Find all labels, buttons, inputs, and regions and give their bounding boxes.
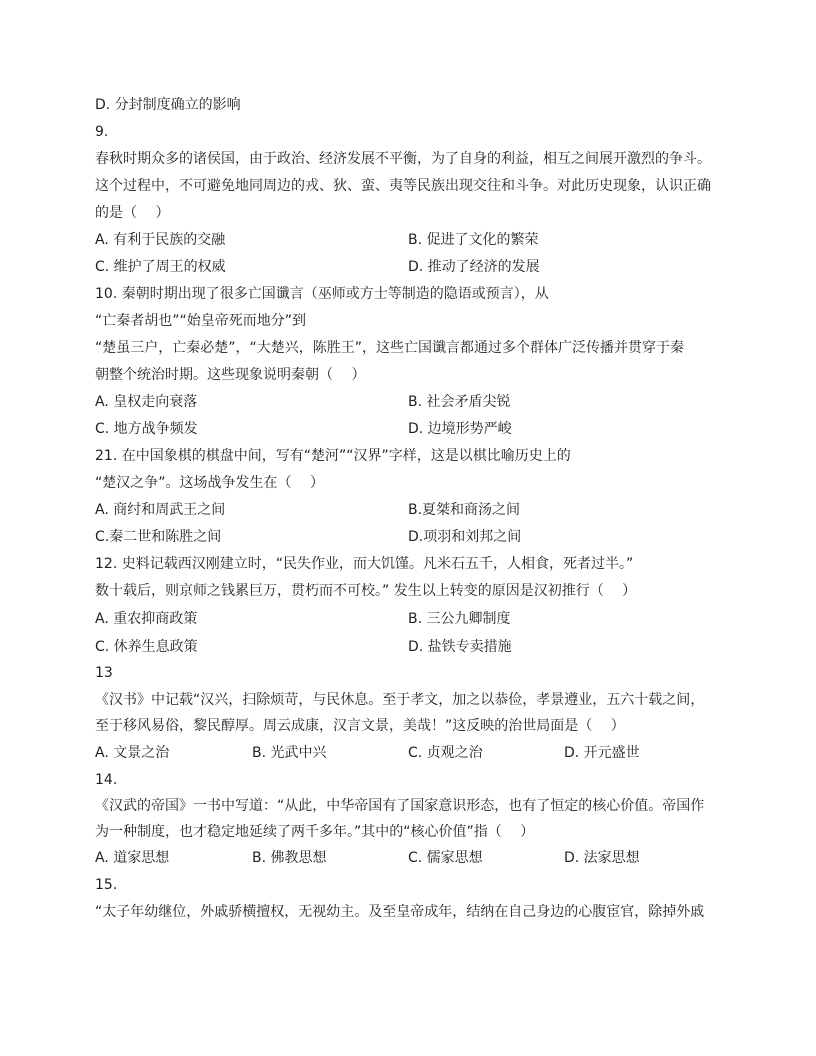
q12-option-b: B. 三公九卿制度 [408,611,511,627]
q9-option-a: A. 有利于民族的交融 [95,232,226,248]
q11-option-a: A. 商纣和周武王之间 [95,502,226,518]
q15-stem-line-1: “太子年幼继位，外戚骄横擅权，无视幼主。及至皇帝成年，结纳在自己身边的心腹宦官，除掉外戚 [95,904,705,920]
q14-option-c: C. 儒家思想 [408,850,483,866]
q13-option-b: B. 光武中兴 [252,745,327,761]
q10-option-b: B. 社会矛盾尖锐 [408,394,511,410]
q9-option-b: B. 促进了文化的繁荣 [408,232,539,248]
q10-stem-line-2: “亡秦者胡也”“始皇帝死而地分”到 [95,313,307,329]
q10-stem-line-4: 朝整个统治时期。这些现象说明秦朝（ ） [95,367,366,383]
q10-option-a: A. 皇权走向衰落 [95,394,198,410]
q13-stem-line-2: 至于移风易俗，黎民醇厚。周云成康，汉言文景，美哉！”这反映的治世局面是（ ） [95,718,625,734]
q9-stem-line-3: 的是（ ） [95,205,170,221]
q14-stem-line-2: 为一种制度，也才稳定地延续了两千多年。”其中的“核心价值”指（ ） [95,824,535,840]
q10-option-d: D. 边境形势严峻 [408,421,512,437]
q9-stem-line-2: 这个过程中，不可避免地同周边的戎、狄、蛮、夷等民族出现交往和斗争。对此历史现象，认识正确 [95,178,711,194]
q14-number: 14. [95,772,118,788]
q9-number: 9. [95,124,109,140]
q14-stem-line-1: 《汉武的帝国》一书中写道：“从此，中华帝国有了国家意识形态，也有了恒定的核心价值。帝国作 [95,798,705,814]
q10-stem-line-3: “楚虽三户，亡秦必楚”，“大楚兴，陈胜王”，这些亡国谶言都通过多个群体广泛传播并贯穿于秦 [95,340,685,356]
q9-stem-line-1: 春秋时期众多的诸侯国，由于政治、经济发展不平衡，为了自身的利益，相互之间展开激烈的争斗。 [95,151,711,167]
q12-option-c: C. 休养生息政策 [95,639,198,655]
q12-option-d: D. 盐铁专卖措施 [408,639,512,655]
q12-option-a: A. 重农抑商政策 [95,611,198,627]
q13-option-d: D. 开元盛世 [564,745,640,761]
q13-option-a: A. 文景之治 [95,745,170,761]
q14-option-d: D. 法家思想 [564,850,640,866]
q11-option-b: B.夏桀和商汤之间 [408,502,521,518]
q13-stem-line-1: 《汉书》中记载“汉兴，扫除烦苛，与民休息。至于孝文，加之以恭俭，孝景遵业，五六十载之间， [95,692,705,708]
q9-option-d: D. 推动了经济的发展 [408,259,540,275]
q14-option-b: B. 佛教思想 [252,850,327,866]
q12-stem-line-2: 数十载后，则京师之钱累巨万，贯朽而不可校。” 发生以上转变的原因是汉初推行（ ） [95,583,637,599]
q10-option-c: C. 地方战争频发 [95,421,198,437]
q14-option-a: A. 道家思想 [95,850,170,866]
q15-number: 15. [95,877,118,893]
q11-option-c: C.秦二世和陈胜之间 [95,529,222,545]
q13-number: 13 [95,665,113,681]
q11-stem-line-1: 21. 在中国象棋的棋盘中间，写有“楚河”“汉界”字样，这是以棋比喻历史上的 [95,448,571,464]
q8-option-d: D. 分封制度确立的影响 [95,97,241,113]
q9-option-c: C. 维护了周王的权威 [95,259,226,275]
q11-option-d: D.项羽和刘邦之间 [408,529,522,545]
q10-stem-line-1: 10. 秦朝时期出现了很多亡国谶言（巫师或方士等制造的隐语或预言），从 [95,286,549,302]
q12-stem-line-1: 12. 史料记载西汉刚建立时，“民失作业，而大饥馑。凡米石五千，人相食，死者过半。” [95,556,634,572]
q11-stem-line-2: “楚汉之争”。这场战争发生在（ ） [95,475,324,491]
q13-option-c: C. 贞观之治 [408,745,483,761]
